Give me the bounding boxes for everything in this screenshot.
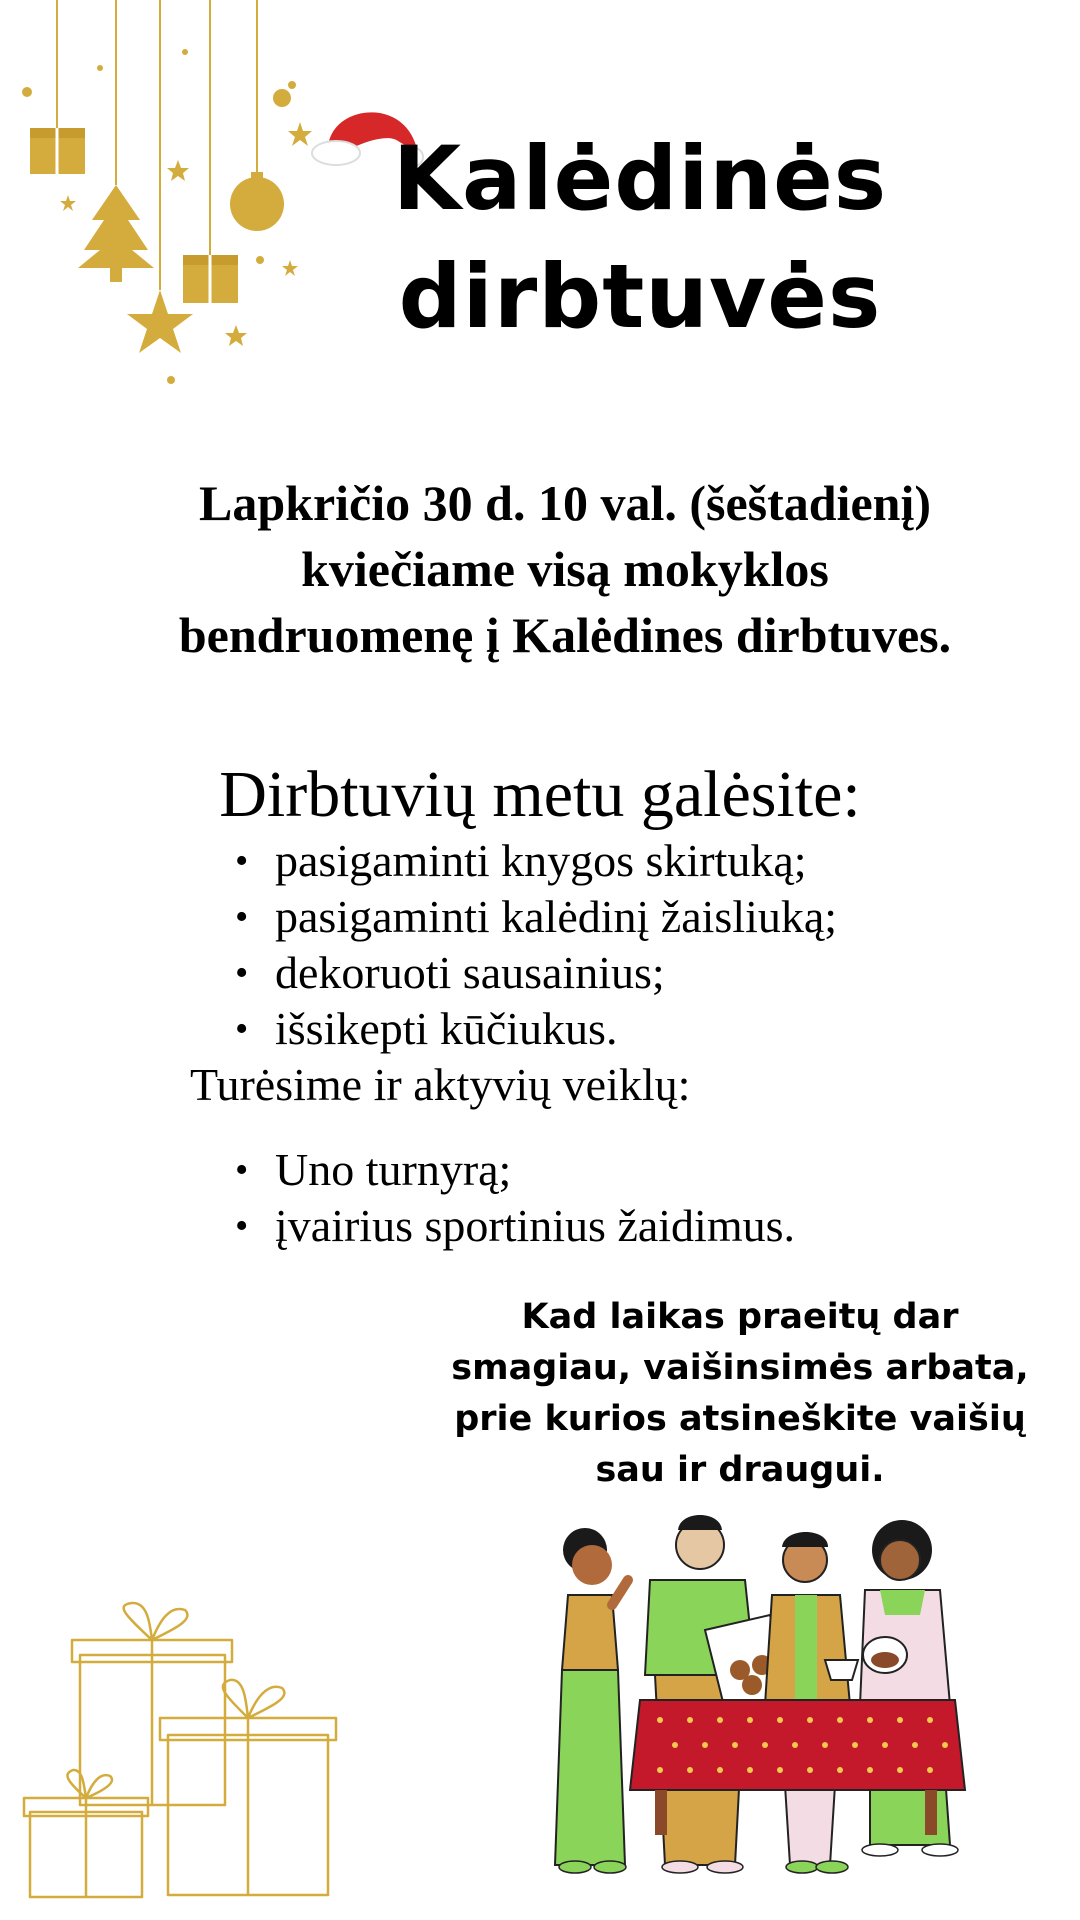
title-line-1: Kalėdinės xyxy=(392,127,888,230)
bullet-icon: • xyxy=(235,1008,249,1050)
closing-line-3: prie kurios atsineškite vaišių xyxy=(454,1399,1026,1439)
closing-text xyxy=(430,1292,1050,1496)
title-line-2: dirbtuvės xyxy=(398,245,882,348)
gift-boxes-icon xyxy=(20,1600,350,1900)
hanging-ornaments-icon xyxy=(0,0,320,400)
bullet-icon: • xyxy=(235,896,249,938)
list-item: • dekoruoti sausainius; xyxy=(275,945,1080,1001)
closing-line-2: smagiau, vaišinsimės arbata, xyxy=(451,1348,1029,1388)
intro-text xyxy=(80,470,1050,668)
bullet-icon: • xyxy=(235,840,249,882)
intro-line-3: bendruomenę į Kalėdines dirbtuves. xyxy=(178,607,952,663)
list-item: • įvairius sportinius žaidimus. xyxy=(275,1198,1080,1254)
sub-activities-list xyxy=(0,1142,1080,1254)
intro-line-1: Lapkričio 30 d. 10 val. (šeštadienį) xyxy=(199,475,931,531)
activities-heading: Dirbtuvių metu galėsite: xyxy=(219,758,861,831)
activities-list xyxy=(0,833,1080,1057)
intro-line-2: kviečiame visą mokyklos xyxy=(301,541,829,597)
list-item: • išsikepti kūčiukus. xyxy=(275,1001,1080,1057)
closing-line-4: sau ir draugui. xyxy=(595,1450,885,1490)
people-tea-party-illustration xyxy=(540,1505,1010,1905)
bullet-icon: • xyxy=(235,1149,249,1191)
sub-activities-heading: Turėsime ir aktyvių veiklų: xyxy=(190,1059,691,1110)
closing-line-1: Kad laikas praeitų dar xyxy=(521,1297,959,1337)
list-item: • pasigaminti kalėdinį žaisliuką; xyxy=(275,889,1080,945)
page-title xyxy=(340,120,940,356)
bullet-icon: • xyxy=(235,1205,249,1247)
bullet-icon: • xyxy=(235,952,249,994)
list-item: • pasigaminti knygos skirtuką; xyxy=(275,833,1080,889)
list-item: • Uno turnyrą; xyxy=(275,1142,1080,1198)
